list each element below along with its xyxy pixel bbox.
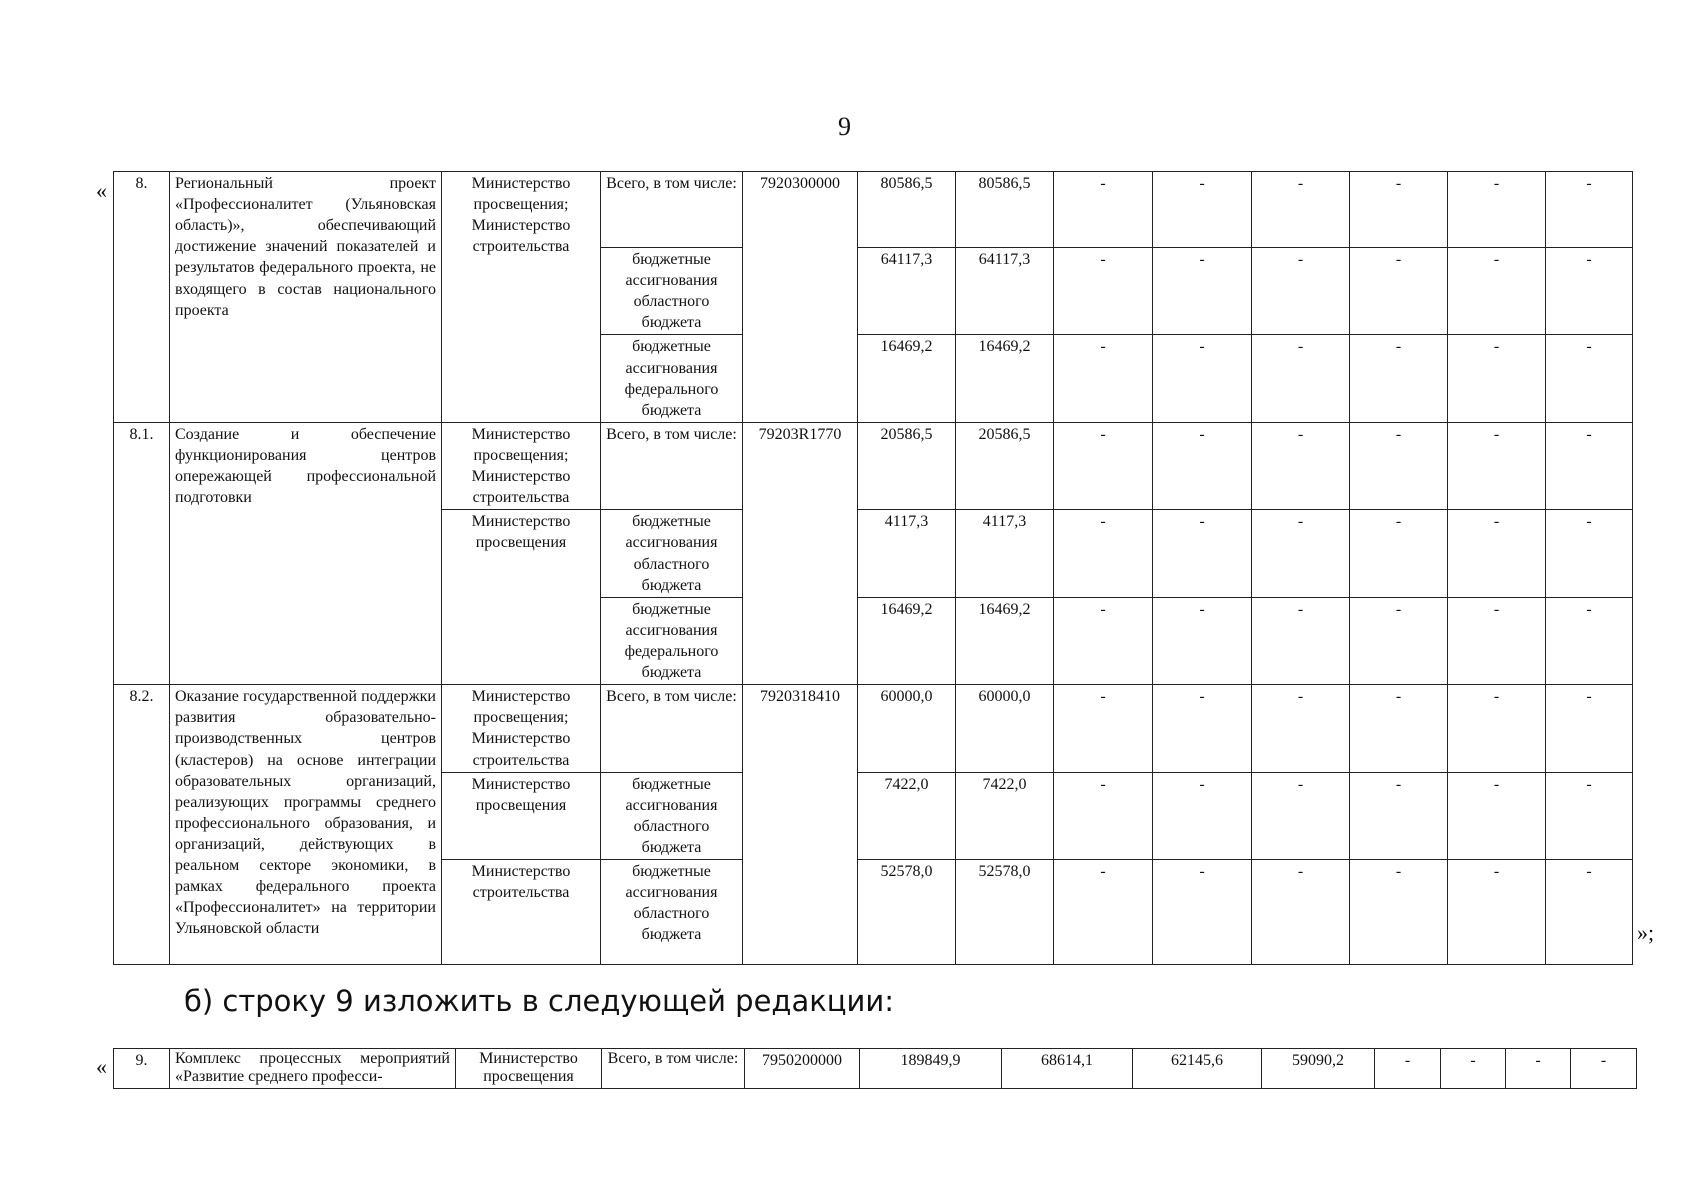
year-value: - xyxy=(1350,685,1448,772)
year-value: 59090,2 xyxy=(1262,1049,1375,1089)
row-executor: Министерство строительства xyxy=(442,860,601,965)
row-name: Оказание государственной поддержки развития образовательно-производственных центров (кластеров) на основе интеграции образовательных организаций, реализующих программы среднего профессионального образования, и организаций, действующих в реальном секторе экономики, в рамках федерального проекта «Профессионалитет» на территории Ульяновской области xyxy=(170,685,442,965)
row-code: 7920318410 xyxy=(743,685,858,965)
funding-source: Всего, в том числе: xyxy=(601,685,743,772)
close-quote: »; xyxy=(1637,920,1655,945)
row-executor: Министерство просвещения; Министерство строительства xyxy=(442,685,601,772)
table-row xyxy=(114,1049,1637,1089)
year-value: 16469,2 xyxy=(956,335,1054,422)
year-value: - xyxy=(1375,1049,1441,1089)
year-value: - xyxy=(1252,172,1350,248)
row-code: 7920300000 xyxy=(743,172,858,423)
year-value: - xyxy=(1252,860,1350,965)
year-value: - xyxy=(1546,335,1633,422)
year-value: - xyxy=(1153,172,1252,248)
year-value: - xyxy=(1252,335,1350,422)
year-value: - xyxy=(1054,422,1153,509)
total-value: 16469,2 xyxy=(858,597,956,684)
total-value: 16469,2 xyxy=(858,335,956,422)
year-value: - xyxy=(1448,685,1546,772)
year-value: 60000,0 xyxy=(956,685,1054,772)
year-value: - xyxy=(1448,772,1546,859)
year-value: - xyxy=(1252,422,1350,509)
table-row xyxy=(114,422,1633,509)
row-number: 9. xyxy=(114,1049,170,1089)
total-value: 4117,3 xyxy=(858,510,956,597)
row-number: 8.2. xyxy=(114,685,170,965)
year-value: - xyxy=(1252,510,1350,597)
open-quote-1: « xyxy=(96,178,107,203)
year-value: - xyxy=(1252,772,1350,859)
year-value: - xyxy=(1448,248,1546,335)
total-value: 52578,0 xyxy=(858,860,956,965)
year-value: - xyxy=(1350,422,1448,509)
year-value: - xyxy=(1153,510,1252,597)
row-name: Региональный проект «Профессионалитет (Ульяновская область)», обеспечивающий достижение значений показателей и результатов федерального проекта, не входящего в состав национального проекта xyxy=(170,172,442,423)
year-value: - xyxy=(1153,422,1252,509)
year-value: - xyxy=(1350,772,1448,859)
row-executor: Министерство просвещения xyxy=(456,1049,602,1089)
row-number: 8.1. xyxy=(114,422,170,684)
year-value: - xyxy=(1153,335,1252,422)
year-value: - xyxy=(1448,597,1546,684)
row-executor: Министерство просвещения; Министерство строительства xyxy=(442,422,601,509)
funding-source: Всего, в том числе: xyxy=(601,422,743,509)
year-value: - xyxy=(1252,248,1350,335)
year-value: 80586,5 xyxy=(956,172,1054,248)
year-value: - xyxy=(1448,172,1546,248)
funding-source: бюджетные ассигнования федерального бюджета xyxy=(601,335,743,422)
year-value: - xyxy=(1252,685,1350,772)
row-name: Комплекс процессных мероприятий «Развитие среднего професси- xyxy=(170,1049,456,1089)
year-value: - xyxy=(1054,248,1153,335)
year-value: - xyxy=(1546,172,1633,248)
row-executor: Министерство просвещения xyxy=(442,772,601,859)
year-value: - xyxy=(1506,1049,1571,1089)
row-name: Создание и обеспечение функционирования центров опережающей профессиональной подготовки xyxy=(170,422,442,684)
year-value: - xyxy=(1153,860,1252,965)
year-value: 4117,3 xyxy=(956,510,1054,597)
year-value: 16469,2 xyxy=(956,597,1054,684)
row-executor: Министерство просвещения; Министерство строительства xyxy=(442,172,601,423)
funding-source: бюджетные ассигнования областного бюджета xyxy=(601,510,743,597)
year-value: - xyxy=(1441,1049,1506,1089)
year-value: - xyxy=(1350,172,1448,248)
year-value: - xyxy=(1350,510,1448,597)
year-value: 64117,3 xyxy=(956,248,1054,335)
funding-source: Всего, в том числе: xyxy=(601,172,743,248)
open-quote-2: « xyxy=(96,1054,107,1079)
row-code: 79203R1770 xyxy=(743,422,858,684)
year-value: 20586,5 xyxy=(956,422,1054,509)
year-value: - xyxy=(1054,172,1153,248)
year-value: - xyxy=(1350,335,1448,422)
year-value: - xyxy=(1054,772,1153,859)
funding-source: бюджетные ассигнования областного бюджета xyxy=(601,860,743,965)
year-value: - xyxy=(1054,597,1153,684)
year-value: - xyxy=(1054,335,1153,422)
funding-source: Всего, в том числе: xyxy=(602,1049,745,1089)
year-value: - xyxy=(1571,1049,1637,1089)
year-value: - xyxy=(1546,510,1633,597)
year-value: - xyxy=(1054,685,1153,772)
year-value: - xyxy=(1448,422,1546,509)
year-value: - xyxy=(1252,597,1350,684)
table-row xyxy=(114,172,1633,248)
year-value: - xyxy=(1546,685,1633,772)
year-value: - xyxy=(1153,597,1252,684)
funding-source: бюджетные ассигнования областного бюджета xyxy=(601,248,743,335)
table-row xyxy=(114,685,1633,772)
funding-source: бюджетные ассигнования областного бюджета xyxy=(601,772,743,859)
row-code: 7950200000 xyxy=(745,1049,860,1089)
total-value: 80586,5 xyxy=(858,172,956,248)
year-value: - xyxy=(1448,510,1546,597)
year-value: - xyxy=(1448,860,1546,965)
page-number: 9 xyxy=(838,112,851,141)
year-value: - xyxy=(1350,597,1448,684)
year-value: - xyxy=(1350,248,1448,335)
row-executor: Министерство просвещения xyxy=(442,510,601,685)
total-value: 189849,9 xyxy=(860,1049,1002,1089)
budget-table-1 xyxy=(113,171,1633,965)
year-value: 7422,0 xyxy=(956,772,1054,859)
year-value: - xyxy=(1546,597,1633,684)
year-value: 62145,6 xyxy=(1133,1049,1262,1089)
year-value: - xyxy=(1054,860,1153,965)
section-heading: б) строку 9 изложить в следующей редакции: xyxy=(184,984,894,1018)
year-value: - xyxy=(1448,335,1546,422)
total-value: 7422,0 xyxy=(858,772,956,859)
year-value: - xyxy=(1054,510,1153,597)
year-value: - xyxy=(1546,860,1633,965)
year-value: - xyxy=(1153,772,1252,859)
year-value: 52578,0 xyxy=(956,860,1054,965)
row-number: 8. xyxy=(114,172,170,423)
year-value: - xyxy=(1546,422,1633,509)
total-value: 60000,0 xyxy=(858,685,956,772)
year-value: - xyxy=(1546,772,1633,859)
year-value: - xyxy=(1153,248,1252,335)
year-value: - xyxy=(1546,248,1633,335)
year-value: - xyxy=(1350,860,1448,965)
funding-source: бюджетные ассигнования федерального бюджета xyxy=(601,597,743,684)
total-value: 64117,3 xyxy=(858,248,956,335)
year-value: - xyxy=(1153,685,1252,772)
budget-table-2 xyxy=(113,1048,1637,1089)
year-value: 68614,1 xyxy=(1002,1049,1133,1089)
total-value: 20586,5 xyxy=(858,422,956,509)
